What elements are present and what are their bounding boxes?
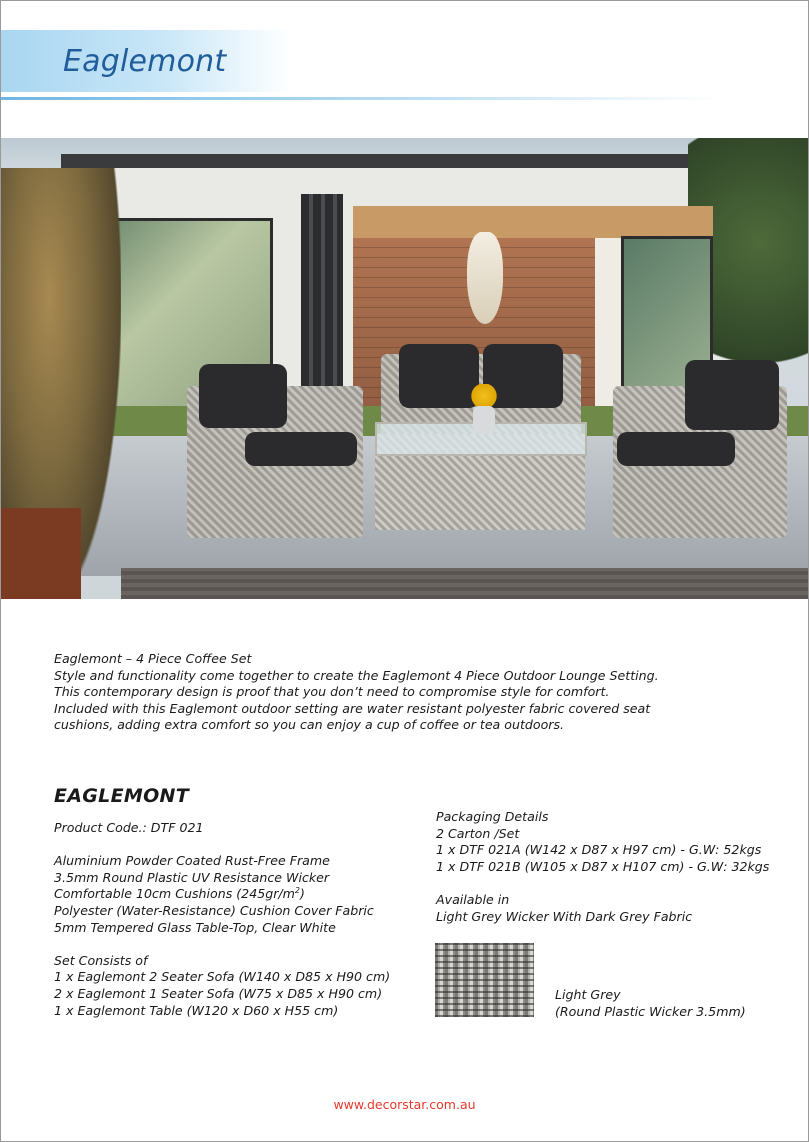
feature-item [54, 886, 390, 903]
intro-text [54, 651, 659, 734]
swatch-caption [555, 987, 746, 1020]
packaging-line: 2 Carton /Set [436, 825, 520, 841]
set-item: 1 x Eaglemont Table (W120 x D60 x H55 cm) [54, 1002, 339, 1018]
feature-item: Aluminium Powder Coated Rust-Free Frame [54, 853, 330, 869]
packaging-line: 1 x DTF 021B (W105 x D87 x H107 cm) - G.W: 32kgs [436, 858, 770, 874]
swatch-description: (Round Plastic Wicker 3.5mm) [555, 1003, 746, 1019]
set-item: 1 x Eaglemont 2 Seater Sofa (W140 x D85 x H90 cm) [54, 969, 391, 985]
photo-bifold-doors [301, 194, 343, 404]
intro-line: Style and functionality come together to create the Eaglemont 4 Piece Outdoor Lounge Setting. [54, 667, 659, 683]
available-value: Light Grey Wicker With Dark Grey Fabric [436, 908, 693, 924]
packaging-heading: Packaging Details [436, 809, 549, 824]
footer-website-link[interactable]: www.decorstar.com.au [333, 1097, 476, 1112]
photo-house-roof [61, 154, 761, 168]
spec-column [54, 820, 390, 1019]
product-code: Product Code.: DTF 021 [54, 820, 204, 835]
wicker-swatch-image [435, 943, 534, 1017]
title-underline [1, 97, 721, 100]
set-item: 2 x Eaglemont 1 Seater Sofa (W75 x D85 x H90 cm) [54, 985, 383, 1001]
set-heading: Set Consists of [54, 952, 148, 968]
photo-vase [473, 406, 495, 434]
packaging-line: 1 x DTF 021A (W142 x D87 x H97 cm) - G.W: 52kgs [436, 842, 762, 858]
feature-item: Polyester (Water-Resistance) Cushion Cover Fabric [54, 902, 374, 918]
intro-line: Included with this Eaglemont outdoor setting are water resistant polyester fabric covered seat [54, 700, 651, 716]
feature-cushions-text: Comfortable 10cm Cushions (245gr/m [54, 886, 295, 902]
intro-heading: Eaglemont – 4 Piece Coffee Set [54, 651, 252, 666]
packaging-column [436, 809, 769, 925]
intro-line: cushions, adding extra comfort so you can enjoy a cup of coffee or tea outdoors. [54, 717, 565, 733]
photo-ceiling [353, 206, 713, 240]
photo-armchair-cushion [199, 364, 287, 428]
photo-armchair-seat [617, 432, 735, 466]
photo-armchair-cushion [685, 360, 779, 430]
page-title: Eaglemont [63, 44, 227, 79]
feature-item: 5mm Tempered Glass Table-Top, Clear White [54, 919, 336, 935]
photo-armchair-seat [245, 432, 357, 466]
spec-title: EAGLEMONT [54, 785, 189, 807]
product-photo [1, 138, 808, 599]
photo-flowers [467, 384, 501, 408]
feature-item: 3.5mm Round Plastic UV Resistance Wicker [54, 869, 330, 885]
feature-cushions-close: ) [300, 886, 305, 902]
intro-line: This contemporary design is proof that you don’t need to compromise style for comfort. [54, 684, 610, 700]
swatch-label: Light Grey [555, 987, 621, 1002]
photo-chandelier [467, 232, 503, 324]
available-heading: Available in [436, 891, 510, 907]
photo-deck [121, 568, 808, 599]
superscript: 2 [294, 886, 300, 896]
photo-planter [1, 508, 81, 599]
